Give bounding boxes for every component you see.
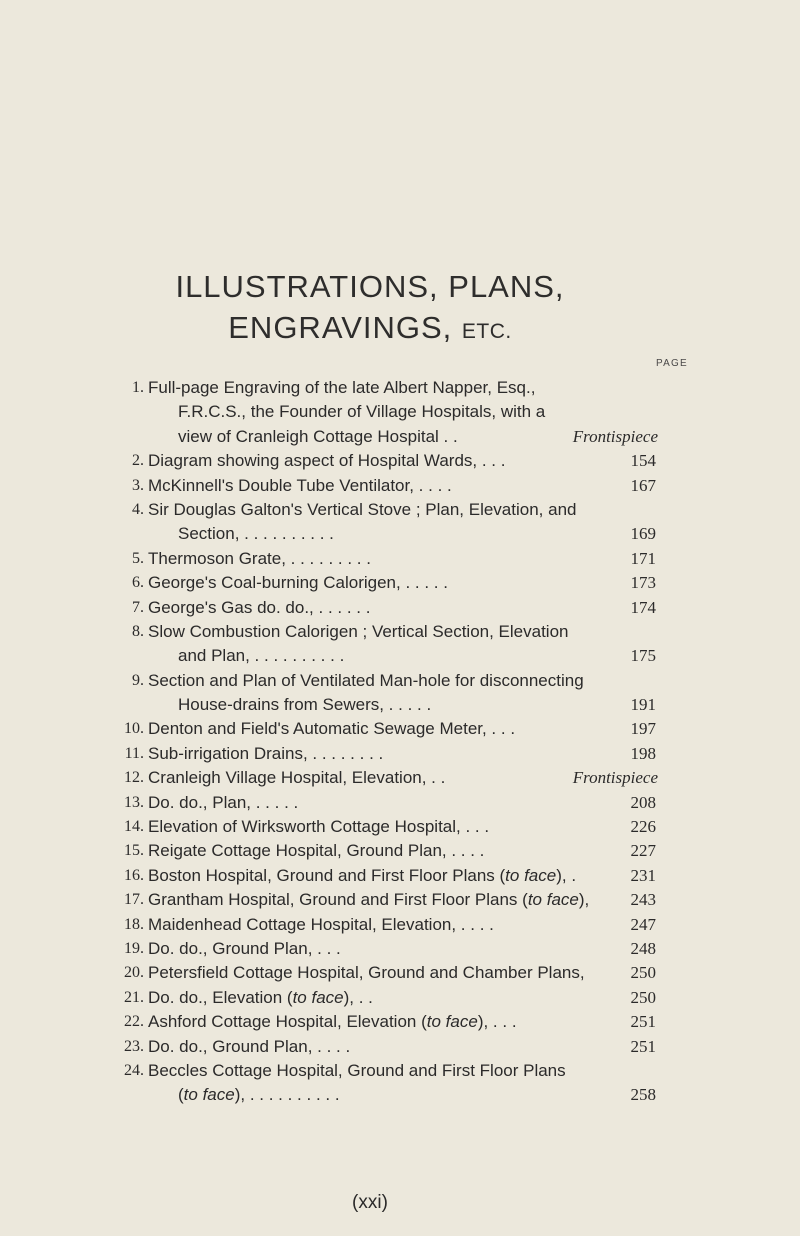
entry-page: 169 bbox=[630, 524, 656, 544]
entry-text: Reigate Cottage Hospital, Ground Plan, . . . . bbox=[148, 841, 485, 861]
entry-number: 5. bbox=[132, 549, 144, 567]
entry-text: Do. do., Plan, . . . . . bbox=[148, 792, 299, 812]
list-item bbox=[0, 620, 800, 644]
page-title-main: ENGRAVINGS, bbox=[228, 310, 462, 345]
entry-page: 154 bbox=[630, 451, 656, 471]
entry-number: 15. bbox=[124, 842, 144, 860]
entry-page: 248 bbox=[630, 938, 656, 958]
entry-text: Elevation of Wirksworth Cottage Hospital, . . . bbox=[148, 817, 490, 837]
entry-page: 191 bbox=[630, 695, 656, 715]
entry-number: 11. bbox=[124, 744, 144, 762]
entry-page: 208 bbox=[630, 792, 656, 812]
illustrations-list bbox=[0, 376, 800, 1108]
entry-text: Boston Hospital, Ground and First Floor Plans (to face), . bbox=[148, 865, 577, 885]
entry-text: Grantham Hospital, Ground and First Floor Plans (to face), bbox=[148, 890, 590, 910]
list-item bbox=[0, 498, 800, 522]
entry-number: 14. bbox=[124, 818, 144, 836]
entry-page: 198 bbox=[630, 743, 656, 763]
entry-text: Sir Douglas Galton's Vertical Stove ; Plan, Elevation, and bbox=[148, 499, 577, 519]
entry-text: Full-page Engraving of the late Albert Napper, Esq., bbox=[148, 378, 536, 397]
list-item bbox=[0, 1059, 800, 1083]
entry-text: Ashford Cottage Hospital, Elevation (to face), . . . bbox=[148, 1012, 517, 1032]
page-title-etc: ETC. bbox=[461, 320, 512, 343]
entry-page: 173 bbox=[630, 573, 656, 593]
list-item bbox=[0, 547, 800, 571]
entry-page: 258 bbox=[630, 1085, 656, 1105]
entry-number: 21. bbox=[124, 988, 144, 1006]
entry-text: Sub-irrigation Drains, . . . . . . . . bbox=[148, 743, 384, 763]
list-item bbox=[0, 376, 800, 400]
list-item bbox=[0, 864, 800, 888]
entry-page: 231 bbox=[630, 865, 656, 885]
list-item bbox=[0, 644, 800, 668]
list-item bbox=[0, 474, 800, 498]
entry-number: 20. bbox=[124, 964, 144, 982]
list-item bbox=[0, 1035, 800, 1059]
entry-text: George's Gas do. do., . . . . . . bbox=[148, 597, 371, 617]
entry-number: 16. bbox=[124, 866, 144, 884]
entry-page: 167 bbox=[630, 475, 656, 495]
list-item bbox=[0, 815, 800, 839]
entry-text: Slow Combustion Calorigen ; Vertical Section, Elevation bbox=[148, 621, 569, 641]
list-item bbox=[0, 913, 800, 937]
entry-text: Denton and Field's Automatic Sewage Meter, . . . bbox=[148, 719, 516, 739]
list-item bbox=[0, 986, 800, 1010]
entry-page: 197 bbox=[630, 719, 656, 739]
list-item bbox=[0, 961, 800, 985]
entry-page: 250 bbox=[630, 963, 656, 983]
entry-number: 18. bbox=[124, 915, 144, 933]
entry-text: Section, . . . . . . . . . . bbox=[178, 524, 334, 544]
entry-number: 17. bbox=[124, 891, 144, 909]
entry-number: 2. bbox=[132, 452, 144, 470]
entry-number: 23. bbox=[124, 1037, 144, 1055]
entry-page: Frontispiece bbox=[572, 768, 658, 788]
entry-text: McKinnell's Double Tube Ventilator, . . . . bbox=[148, 475, 452, 495]
entry-page: 251 bbox=[630, 1036, 656, 1056]
entry-text: and Plan, . . . . . . . . . . bbox=[178, 646, 345, 666]
entry-text: view of Cranleigh Cottage Hospital . . bbox=[178, 426, 458, 446]
entry-text: Petersfield Cottage Hospital, Ground and Chamber Plans, bbox=[148, 963, 585, 983]
entry-page: 227 bbox=[630, 841, 656, 861]
entry-text: Section and Plan of Ventilated Man-hole for disconnecting bbox=[148, 670, 584, 690]
list-item bbox=[0, 742, 800, 766]
entry-text: Cranleigh Village Hospital, Elevation, . . bbox=[148, 768, 446, 788]
entry-number: 22. bbox=[124, 1013, 144, 1031]
entry-page: 247 bbox=[630, 914, 656, 934]
entry-number: 3. bbox=[132, 476, 144, 494]
page-number-folio: (xxi) bbox=[352, 1192, 388, 1213]
list-item bbox=[0, 425, 800, 449]
entry-number: 6. bbox=[132, 574, 144, 592]
entry-text: Do. do., Ground Plan, . . . bbox=[148, 938, 341, 958]
page-column-label: PAGE bbox=[656, 358, 688, 369]
list-item bbox=[0, 839, 800, 863]
entry-number: 24. bbox=[124, 1061, 144, 1079]
entry-text: George's Coal-burning Calorigen, . . . . . bbox=[148, 573, 448, 593]
entry-page: 250 bbox=[630, 987, 656, 1007]
entry-text: Diagram showing aspect of Hospital Wards, . . . bbox=[148, 451, 506, 471]
entry-number: 7. bbox=[132, 598, 144, 616]
list-item bbox=[0, 400, 800, 424]
entry-text: House-drains from Sewers, . . . . . bbox=[178, 695, 432, 715]
entry-number: 10. bbox=[124, 720, 144, 738]
entry-page: 175 bbox=[630, 646, 656, 666]
entry-page: Frontispiece bbox=[572, 426, 658, 446]
list-item bbox=[0, 888, 800, 912]
entry-text: Thermoson Grate, . . . . . . . . . bbox=[148, 548, 371, 568]
entry-number: 4. bbox=[132, 500, 144, 518]
entry-text: Do. do., Elevation (to face), . . bbox=[148, 987, 373, 1007]
list-item bbox=[0, 693, 800, 717]
entry-number: 8. bbox=[132, 622, 144, 640]
entry-number: 9. bbox=[132, 671, 144, 689]
entry-text: Do. do., Ground Plan, . . . . bbox=[148, 1036, 351, 1056]
page-title-line-2 bbox=[0, 310, 740, 346]
list-item bbox=[0, 717, 800, 741]
entry-text: (to face), . . . . . . . . . . bbox=[178, 1085, 340, 1105]
list-item bbox=[0, 596, 800, 620]
entry-page: 226 bbox=[630, 817, 656, 837]
list-item bbox=[0, 571, 800, 595]
list-item bbox=[0, 449, 800, 473]
list-item bbox=[0, 522, 800, 546]
list-item bbox=[0, 1010, 800, 1034]
entry-page: 243 bbox=[630, 890, 656, 910]
entry-text: F.R.C.S., the Founder of Village Hospitals, with a bbox=[178, 402, 546, 422]
entry-text: Beccles Cottage Hospital, Ground and First Floor Plans bbox=[148, 1060, 566, 1080]
entry-number: 12. bbox=[124, 769, 144, 787]
entry-number: 19. bbox=[124, 939, 144, 957]
list-item bbox=[0, 669, 800, 693]
entry-page: 251 bbox=[630, 1012, 656, 1032]
entry-page: 171 bbox=[630, 548, 656, 568]
entry-text: Maidenhead Cottage Hospital, Elevation, . . . . bbox=[148, 914, 494, 934]
list-item bbox=[0, 1083, 800, 1107]
entry-number: 13. bbox=[124, 793, 144, 811]
list-item bbox=[0, 766, 800, 790]
entry-page: 174 bbox=[630, 597, 656, 617]
list-item bbox=[0, 791, 800, 815]
page-title-line-1: ILLUSTRATIONS, PLANS, bbox=[175, 269, 565, 304]
entry-number: 1. bbox=[132, 379, 144, 396]
list-item bbox=[0, 937, 800, 961]
